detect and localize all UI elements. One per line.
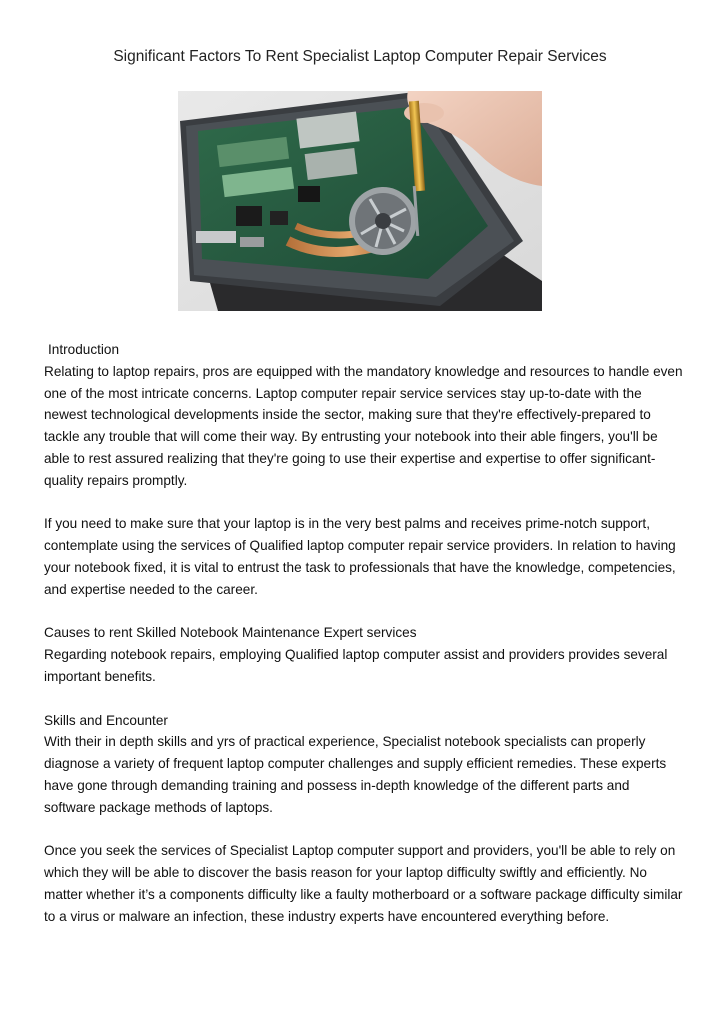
- section-heading-introduction: Introduction: [48, 342, 120, 357]
- section-paragraph: Once you seek the services of Specialist Laptop computer support and providers, you'll be able to rely on which they will be able to discover the basis reason for your laptop difficulty swiftly and efficiently. No matter whether it’s a components difficulty like a faulty motherboard or a software package difficulty similar to a virus or malware an infection, these industry experts have encountered everything before.: [44, 843, 683, 924]
- section-heading-skills: Skills and Encounter: [44, 712, 168, 728]
- section-paragraph: Relating to laptop repairs, pros are equipped with the mandatory knowledge and resources to handle even one of the most intricate concerns. Laptop computer repair service services stay up-to-date with the newest technological developments inside the sector, making sure that they're effectively-prepared to tackle any trouble that will come their way. By entrusting your notebook into their able fingers, you'll be able to rest assured realizing that they're going to use their expertise and expertise to offer significant-quality repairs promptly.: [44, 363, 683, 488]
- section-paragraph: With their in depth skills and yrs of practical experience, Specialist notebook specialists can properly diagnose a variety of frequent laptop computer challenges and supply efficient remedies. These experts have gone through demanding training and possess in-depth knowledge of the different parts and software package methods of laptops.: [44, 734, 667, 815]
- document-body: [44, 339, 684, 928]
- section-heading-causes: Causes to rent Skilled Notebook Maintenance Expert services: [44, 625, 417, 641]
- laptop-repair-photo: [178, 91, 542, 311]
- section-paragraph: If you need to make sure that your laptop is in the very best palms and receives prime-notch support, contemplate using the services of Qualified laptop computer repair service providers. In relation to having your notebook fixed, it is vital to entrust the task to professionals that have the knowledge, competencies, and expertise needed to the career.: [44, 516, 676, 597]
- document-title: Significant Factors To Rent Specialist Laptop Computer Repair Services: [113, 48, 607, 65]
- section-paragraph: Regarding notebook repairs, employing Qualified laptop computer assist and providers provides several important benefits.: [44, 647, 668, 684]
